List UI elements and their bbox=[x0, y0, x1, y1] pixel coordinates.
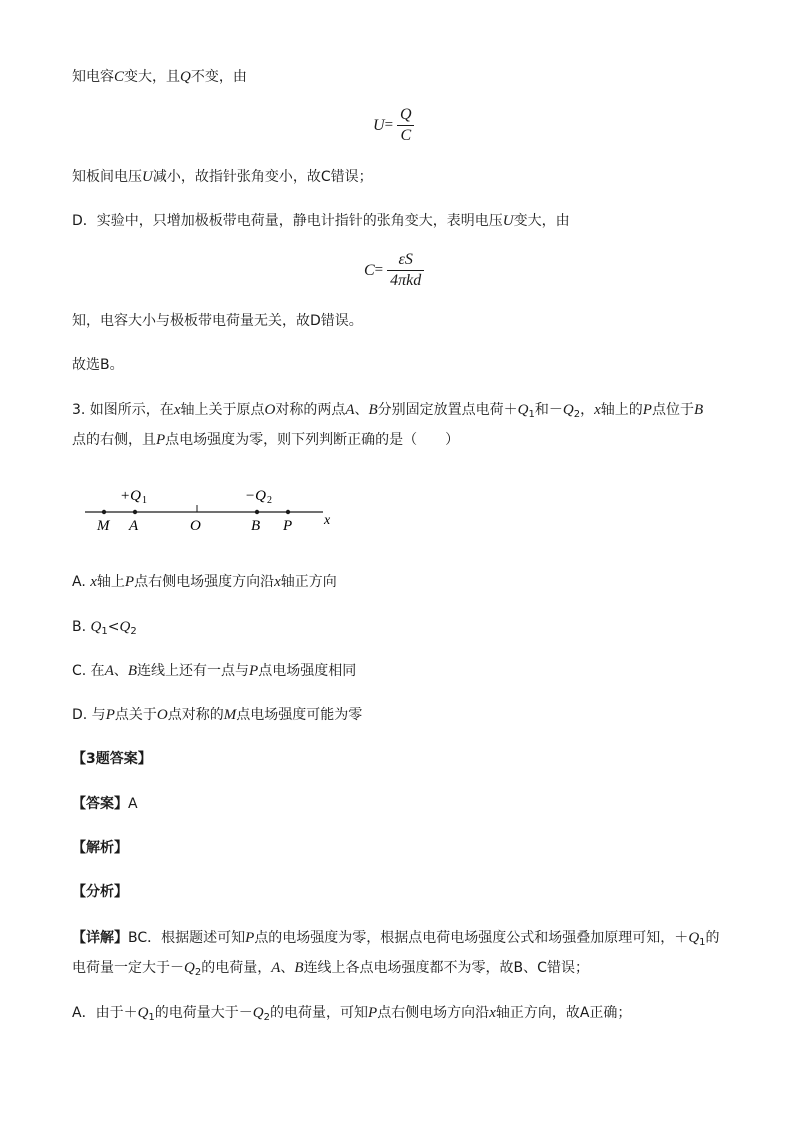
question-3-line-2: 点的右侧，且P点电场强度为零，则下列判断正确的是（ ） bbox=[72, 432, 460, 448]
label-minus-q2: −Q bbox=[245, 488, 266, 504]
point-m-dot bbox=[102, 510, 106, 514]
label-a: A bbox=[129, 518, 139, 534]
formula-capacitance: C = $\frac{\varepsilon S}{\text{4πkd}}$ bbox=[364, 251, 424, 290]
text-line-3: D．实验中，只增加极板带电荷量，静电计指针的张角变大，表明电压U变大，由 bbox=[72, 213, 570, 229]
detail-line-1: 【详解】BC．根据题述可知P点的电场强度为零，根据点电荷电场强度公式和场强叠加原理可知，$+Q_1$的 bbox=[72, 930, 720, 948]
point-p-dot bbox=[286, 510, 290, 514]
label-o: O bbox=[190, 518, 201, 534]
detail-line-3: A．由于$+Q_1$的电荷量大于$-Q_2$的电荷量，可知P点右侧电场方向沿x轴正方向，故A正确； bbox=[72, 1005, 632, 1023]
answer-line: 【答案】A bbox=[72, 796, 138, 812]
answer-heading: 【3题答案】 bbox=[72, 751, 152, 767]
option-d: D. 与P点关于O点对称的M点电场强度可能为零 bbox=[72, 707, 363, 723]
text-line-1: 知电容C变大，且Q不变，由 bbox=[72, 69, 247, 85]
formula-u-equals-q-over-c: U = $\frac{Q}{C}$ bbox=[373, 106, 415, 145]
analysis-heading: 【解析】 bbox=[72, 840, 128, 856]
text-line-2: 知板间电压U减小，故指针张角变小，故C错误； bbox=[72, 169, 373, 185]
text-line-5: 故选B。 bbox=[72, 357, 124, 373]
charge-axis-diagram bbox=[80, 482, 350, 538]
option-c: C. 在A、B连线上还有一点与P点电场强度相同 bbox=[72, 663, 357, 679]
fenxi-heading: 【分析】 bbox=[72, 884, 128, 900]
detail-line-2: 电荷量一定大于$-Q_2$的电荷量，A、B连线上各点电场强度都不为零，故B、C错误； bbox=[72, 960, 589, 978]
label-m: M bbox=[97, 518, 110, 534]
option-a: A. x轴上P点右侧电场强度方向沿x轴正方向 bbox=[72, 574, 337, 590]
point-a-dot bbox=[133, 510, 137, 514]
question-3-line-1: 3. 如图所示，在x轴上关于原点O对称的两点A、B分别固定放置点电荷$+Q_1$和$-Q_2$，x轴上的P点位于B bbox=[72, 402, 704, 420]
label-plus-q1-sub: 1 bbox=[142, 495, 147, 506]
label-plus-q1: +Q bbox=[120, 488, 141, 504]
label-x-axis: x bbox=[324, 513, 331, 528]
label-p: P bbox=[283, 518, 293, 534]
point-b-dot bbox=[255, 510, 259, 514]
option-b: B. $Q_1<Q_2$ bbox=[72, 619, 137, 637]
label-minus-q2-sub: 2 bbox=[267, 495, 272, 506]
text-line-4: 知，电容大小与极板带电荷量无关，故D错误。 bbox=[72, 313, 363, 329]
label-b: B bbox=[251, 518, 261, 534]
